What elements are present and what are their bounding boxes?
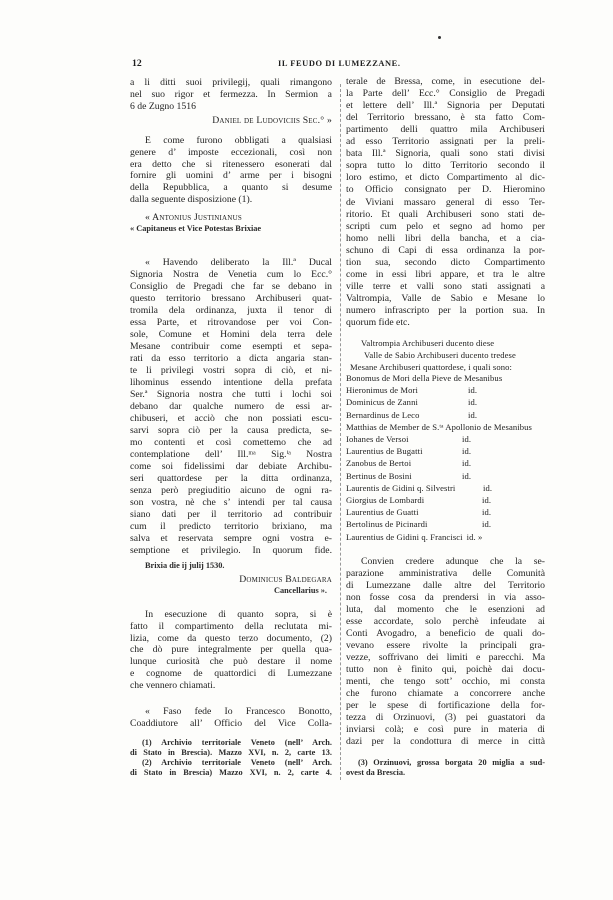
- footnote-line: di Stato in Brescia). Mazzo XVI, n. 2, carte 13.: [130, 748, 332, 757]
- paragraph-line: fatto il compartimento della reclutata mi-: [130, 620, 332, 632]
- id-note: id.: [482, 507, 492, 518]
- decree-line: debano dar qualche numero de essi ar-: [130, 401, 332, 412]
- paragraph-line: e cognome de quattordici di Lumezzane: [130, 668, 332, 679]
- name-text: Laurentis de Gidini q. Silvestri: [346, 482, 456, 493]
- id-note: id.: [462, 446, 472, 457]
- id-note: id.: [482, 519, 492, 530]
- paragraph-line: luta, dal momento che le esenzioni ad: [346, 604, 545, 615]
- document-line: « Faso fede Io Francesco Bonotto,: [145, 706, 332, 717]
- footnote-line: (3) Orzinuovi, grossa borgata 20 miglia a sud-: [358, 758, 545, 767]
- paragraph-line: di Lumezzane dalle altre del Territorio: [346, 580, 545, 591]
- paragraph-line: per le spese di fortificazione della for-: [346, 700, 545, 711]
- ink-speck: [438, 36, 441, 39]
- footnote-line: (2) Archivio territoriale Veneto (nell’ Arch.: [142, 758, 332, 767]
- paragraph-line: a li ditti suoi privilegij, quali rimangono: [130, 77, 332, 88]
- decree-date: Brixia die ij julij 1530.: [145, 561, 225, 570]
- name-text: Laurentius de Guatti: [346, 507, 419, 518]
- list-heading: Valle de Sabio Archibuseri ducento tredese: [364, 350, 516, 360]
- paragraph-line: che vennero chiamati.: [130, 679, 216, 691]
- name-row: [346, 457, 545, 469]
- name-text: Laurentius de Gidini q. Francisci: [346, 531, 463, 542]
- document-line: tion sua, secondo dicto Compartimento: [346, 256, 545, 268]
- decree-line: siano dati per il territorio ad contribuir: [130, 509, 332, 520]
- id-note: id.: [482, 495, 492, 505]
- paragraph-line: menti, che tengo sott’ occhio, mi consta: [346, 676, 545, 687]
- document-line: ritorio. Et quali Archibuseri sono stati de-: [346, 208, 545, 220]
- paragraph-line: che furono chiamate a concorrere anche: [346, 688, 545, 699]
- decree-line: semptione et privilegio. In quorum fide.: [130, 545, 332, 556]
- name-row: [346, 396, 545, 408]
- decree-line: chibuseri, et acciò che non possiati escu-: [130, 413, 332, 424]
- name-text: Bernardinus de Leco: [346, 409, 420, 420]
- decree-line: « Havendo deliberato la Ill.ª Ducal: [145, 257, 332, 268]
- decree-line: come soi fidelissimi dar debiate Archibu-: [130, 461, 332, 472]
- decree-line: sole, Comune et Homini dela terra dele: [130, 329, 332, 340]
- paragraph-line: E come furono obbligati a qualsiasi: [145, 135, 332, 146]
- decree-line: essa Parte, et ritrovandose per voi Con-: [130, 317, 332, 328]
- decree-line: son vostra, nè che s’ intendi per tal causa: [130, 497, 332, 508]
- name-text: Iohanes de Versoi: [346, 434, 409, 444]
- id-note: id.: [468, 397, 478, 408]
- name-row: [346, 518, 545, 530]
- paragraph-line: non fosse cosa da prendersi in via asso-: [346, 592, 545, 603]
- document-line: Coaddiutore all’ Officio del Vice Colla-: [130, 718, 332, 729]
- decree-line: sarvi sopra ciò per la causa predicta, se-: [130, 425, 332, 436]
- name-text: Giorgius de Lombardi: [346, 495, 425, 505]
- paragraph-line: lizia, come da questo terzo documento, (2): [130, 632, 332, 644]
- decree-line: contemplatione dell’ Ill.ᵐᵃ Sig.ⁱᵃ Nostra: [130, 449, 332, 460]
- decree-author: « Antonius Justinianus: [145, 212, 242, 223]
- paragraph-line: della Repubblica, a quanto si desume: [130, 182, 332, 194]
- column-divider: [340, 84, 341, 780]
- name-text: Laurentius de Bugatti: [346, 446, 423, 457]
- page-number: 12: [132, 58, 142, 69]
- decree-author-title: « Capitaneus et Vice Potestas Brixiae: [130, 224, 262, 233]
- list-heading: Mesane Archibuseri quattordese, i quali sono:: [350, 362, 513, 372]
- name-row: [346, 531, 545, 543]
- document-line: sopra tutto lo ditto Territorio secondo il: [346, 160, 545, 172]
- paragraph-line: che dò pure integralmente per quella qua-: [130, 644, 332, 656]
- document-line: loro estimo, et dicto Compartimento al dic-: [346, 172, 545, 184]
- paragraph-line: In esecuzione di quanto sopra, si è: [145, 609, 332, 620]
- list-heading: Valtrompia Archibuseri ducento diese: [361, 338, 495, 348]
- paragraph-line: fornire gli uomini d’ arme per i bisogni: [130, 170, 332, 182]
- name-row: [346, 384, 545, 396]
- name-text: Zanobus de Bertoi: [346, 458, 412, 469]
- decree-line: seri quattordese per la ditta ordinanza,: [130, 473, 332, 484]
- paragraph-line: dalla seguente disposizione (1).: [130, 194, 253, 205]
- document-line: partimento delli quattro mila Archibuseri: [346, 124, 545, 136]
- decree-line: Mesane contribuir come esempti et sepa-: [130, 341, 332, 352]
- id-note: id.: [468, 385, 478, 396]
- document-line: quorum fide etc.: [346, 317, 410, 328]
- document-line: homo nelli libri della bancha, et a cia-: [346, 232, 545, 244]
- signature-daniel: Daniel de Ludoviciis Sec.° »: [212, 115, 332, 126]
- name-row: [346, 470, 545, 482]
- paragraph-line: vezze, soffrivano dei limiti e parecchi. Ma: [346, 652, 545, 663]
- document-line: ad esso Territorio assignati per la preli-: [346, 136, 545, 148]
- id-note: id.: [468, 409, 478, 420]
- document-line: to Officio consignato per D. Hieromino: [346, 184, 545, 196]
- signature-title: Cancellarius ».: [273, 586, 327, 595]
- document-line: de Viviani massaro general di esso Ter-: [346, 196, 545, 208]
- name-row: [346, 494, 545, 506]
- paragraph-line: genere d’ imposte eccezionali, così non: [130, 146, 332, 158]
- document-line: la Parte dell’ Ecc.° Consiglio de Pregadi: [346, 88, 545, 100]
- name-text: Dominicus de Zanni: [346, 397, 418, 408]
- paragraph-line: inviarsi colà; e così pure in materia di: [346, 724, 545, 735]
- document-line: scripti cum pelo et segno ad homo per: [346, 220, 545, 232]
- decree-line: Ser.ª Signoria nostra che tutti i lochi soi: [130, 389, 332, 400]
- name-text: Matthias de Member de S.ᵗᵃ Apollonio de Mesanibus: [346, 421, 532, 432]
- decree-line: te li privilegi vostri sopra di ciò, et ni-: [130, 365, 332, 376]
- decree-line: rati da esso territorio a dicta angaria stan-: [130, 353, 332, 364]
- paragraph-line: vevano essere rivolte la principali gra-: [346, 640, 545, 651]
- id-note: id. »: [466, 531, 483, 542]
- decree-line: Consiglio de Pregadi che far se debano in: [130, 281, 332, 292]
- document-line: ville terre et valli sono stati assignati a: [346, 280, 545, 292]
- paragraph-line: esse accordate, solo perchè infeudate ai: [346, 616, 545, 627]
- paragraph-line: 6 de Zugno 1516: [130, 101, 196, 112]
- document-line: schuno di Capi di essa ordinanza la por-: [346, 244, 545, 256]
- decree-line: lihominus essendo intentione della prefata: [130, 377, 332, 388]
- document-line: come in essi libri appare, et tra le altre: [346, 268, 545, 280]
- decree-line: cum il predicto territorio brixiano, ma: [130, 521, 332, 532]
- document-line: terale de Bressa, come, in esecutione del-: [346, 76, 545, 87]
- name-text: Bonomus de Mori della Pieve de Mesanibus: [346, 373, 503, 383]
- footnote-line: (1) Archivio territoriale Veneto (nell’ Arch.: [142, 738, 332, 747]
- document-line: numero infrascripto per la portion sua. In: [346, 304, 545, 316]
- signature-dominicus: Dominicus Baldegara: [239, 574, 332, 585]
- running-title: IL FEUDO DI LUMEZZANE.: [278, 59, 401, 68]
- decree-line: Signoria Nostra de Venetia cum lo Ecc.°: [130, 269, 332, 280]
- footnote-line: di Stato in Brescia) Mazzo XVI, n. 2, carte 4.: [130, 768, 332, 777]
- id-note: id.: [462, 434, 472, 444]
- id-note: id.: [462, 458, 472, 469]
- name-text: Bertolinus de Picinardi: [346, 519, 428, 530]
- paragraph-line: nel suo rigor et fermezza. In Sermion a: [130, 89, 332, 100]
- name-row: [346, 433, 545, 445]
- decree-line: salva et reservata sempre ogni vostra e-: [130, 533, 332, 544]
- name-row: [346, 445, 545, 457]
- id-note: id.: [483, 482, 493, 493]
- document-line: del Territorio bressano, è sta fatto Com-: [346, 112, 545, 124]
- name-row: [346, 421, 545, 433]
- document-line: bata Ill.ª Signoria, quali sono stati divisi: [346, 148, 545, 160]
- name-row: [346, 409, 545, 421]
- decree-line: senza però pregiuditio aicuno de ogni ra-: [130, 485, 332, 496]
- name-text: Hieronimus de Mori: [346, 385, 418, 396]
- id-note: id.: [462, 470, 472, 481]
- paragraph-line: era detto che si ritenessero esonerati dal: [130, 158, 332, 170]
- paragraph-line: lunque curiosità che può destare il nome: [130, 656, 332, 668]
- decree-line: questo territorio bressano Archibuseri quat-: [130, 293, 332, 304]
- name-row: [346, 506, 545, 518]
- name-row: [346, 372, 545, 384]
- name-row: [346, 482, 545, 494]
- footnote-line: ovest da Brescia.: [346, 768, 406, 777]
- decree-line: mo contenti et così comettemo che ad: [130, 437, 332, 448]
- document-line: et lettere dell’ Ill.ª Signoria per Deputati: [346, 100, 545, 112]
- paragraph-line: Conti Avogadro, a beneficio de quali do-: [346, 628, 545, 639]
- document-line: Valtrompia, Valle de Sabio e Mesane lo: [346, 292, 545, 304]
- paragraph-line: Convien credere adunque che la se-: [361, 556, 545, 567]
- paragraph-line: tezza di Orzinuovi, (3) pei guastatori da: [346, 712, 545, 723]
- decree-line: tromila dela ordinanza, juxta il tenor di: [130, 305, 332, 316]
- paragraph-line: dazi per la condottura di merce in città: [346, 736, 545, 747]
- paragraph-line: tutto non è finito qui, poichè dai docu-: [346, 664, 545, 675]
- name-text: Bertinus de Bosini: [346, 470, 412, 481]
- paragraph-line: parazione amministrativa delle Comunità: [346, 568, 545, 579]
